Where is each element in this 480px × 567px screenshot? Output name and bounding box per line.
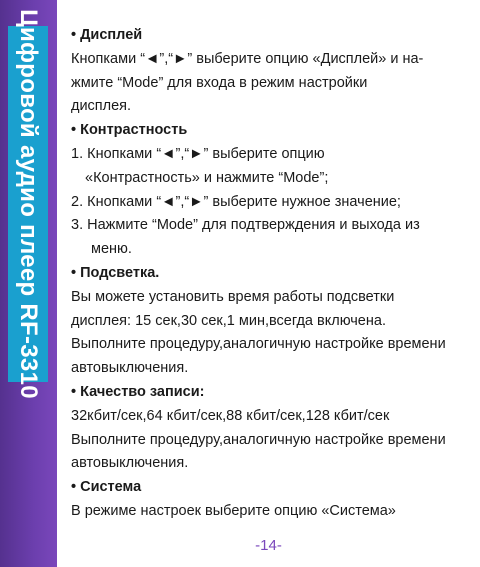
section-heading-display: • Дисплей [71, 27, 143, 43]
list-item: 3. Нажмите “Mode” для подтверждения и выхода из [71, 217, 420, 234]
text-line: Выполните процедуру,аналогичную настройке времени [71, 336, 446, 353]
list-item-continuation: меню. [91, 241, 132, 258]
section-heading-contrast: • Контрастность [71, 122, 188, 139]
sidebar [0, 0, 57, 567]
product-title: Цифровой аудио плеер RF-3310 [15, 9, 42, 399]
text-line: 32кбит/сек,64 кбит/сек,88 кбит/сек,128 кбит/сек [71, 407, 390, 424]
page-number: -14- [255, 537, 282, 554]
list-item: 1. Кнопками “◄”,“►” выберите опцию [71, 145, 325, 162]
section-heading-backlight: • Подсветка. [71, 264, 160, 281]
text-line: Кнопками “◄”,“►” выберите опцию «Дисплей» и на- [71, 50, 424, 67]
text-line: автовыключения. [71, 360, 189, 377]
text-line: дисплея. [71, 98, 132, 115]
list-item: 2. Кнопками “◄”,“►” выберите нужное значение; [71, 193, 401, 210]
text-line: дисплея: 15 сек,30 сек,1 мин,всегда включена. [71, 312, 386, 329]
list-item-continuation: «Контрастность» и нажмите “Mode”; [85, 169, 329, 186]
text-line: автовыключения. [71, 455, 189, 472]
section-heading-recording-quality: • Качество записи: [71, 383, 205, 400]
manual-text [71, 24, 475, 524]
text-line: Вы можете установить время работы подсветки [71, 288, 395, 305]
text-line: В режиме настроек выберите опцию «Система» [71, 502, 396, 519]
section-heading-system: • Система [71, 479, 142, 496]
text-line: Выполните процедуру,аналогичную настройке времени [71, 431, 446, 448]
text-line: жмите “Mode” для входа в режим настройки [71, 74, 368, 91]
